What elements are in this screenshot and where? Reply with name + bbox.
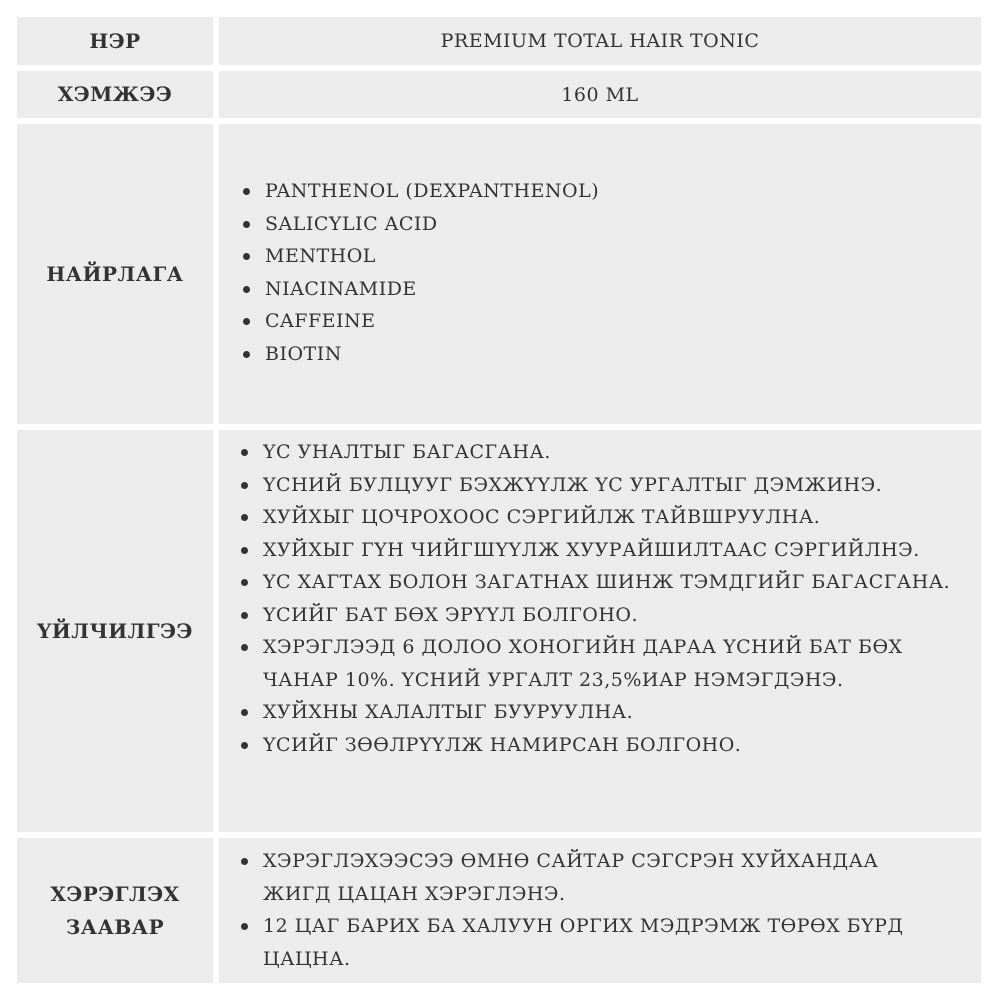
ingredients-label-cell (17, 124, 213, 424)
name-label-cell (17, 17, 213, 65)
usage-value-cell (219, 838, 981, 983)
list-item: MENTHOL (241, 240, 961, 273)
list-item: ХУЙХНЫ ХАЛАЛТЫГ БУУРУУЛНА. (239, 696, 974, 729)
size-value-cell (219, 71, 981, 118)
list-item: ХУЙХЫГ ЦОЧРОХООС СЭРГИЙЛЖ ТАЙВШРУУЛНА. (239, 501, 974, 534)
usage-label-cell (17, 838, 213, 983)
size-label: ХЭМЖЭЭ (57, 82, 173, 106)
ingredients-list (241, 175, 961, 370)
name-label: НЭР (89, 28, 141, 53)
list-item: ХУЙХЫГ ГҮН ЧИЙГШҮҮЛЖ ХУУРАЙШИЛТААС СЭРГИЙЛНЭ. (239, 534, 974, 567)
list-item: ҮСИЙГ БАТ БӨХ ЭРҮҮЛ БОЛГОНО. (239, 599, 974, 632)
ingredients-label: НАЙРЛАГА (46, 261, 184, 286)
list-item: ХЭРЭГЛЭЭД 6 ДОЛОО ХОНОГИЙН ДАРАА ҮСНИЙ БАТ БӨХ ЧАНАР 10%. ҮСНИЙ УРГАЛТ 23,5%ИАР НЭМЭГДЭНЭ. (239, 631, 974, 696)
product-name: PREMIUM TOTAL HAIR TONIC (440, 30, 760, 52)
effects-value-cell (219, 430, 981, 832)
list-item: ҮСНИЙ БУЛЦУУГ БЭХЖҮҮЛЖ ҮС УРГАЛТЫГ ДЭМЖИНЭ. (239, 469, 974, 502)
list-item: CAFFEINE (241, 305, 961, 338)
usage-list (239, 845, 939, 975)
list-item: ҮСИЙГ ЗӨӨЛРҮҮЛЖ НАМИРСАН БОЛГОНО. (239, 729, 974, 762)
product-size: 160 ML (561, 83, 639, 106)
list-item: PANTHENOL (DEXPANTHENOL) (241, 175, 961, 208)
size-label-cell (17, 71, 213, 118)
list-item: ХЭРЭГЛЭХЭЭСЭЭ ӨМНӨ САЙТАР СЭГСРЭН ХУЙХАНДАА ЖИГД ЦАЦАН ХЭРЭГЛЭНЭ. (239, 845, 939, 910)
effects-list (239, 436, 974, 761)
effects-label: ҮЙЛЧИЛГЭЭ (37, 618, 193, 643)
usage-label: ХЭРЭГЛЭХ ЗААВАР (50, 881, 180, 939)
list-item: NIACINAMIDE (241, 273, 961, 306)
effects-label-cell (17, 430, 213, 832)
list-item: ҮС УНАЛТЫГ БАГАСГАНА. (239, 436, 974, 469)
list-item: 12 ЦАГ БАРИХ БА ХАЛУУН ОРГИХ МЭДРЭМЖ ТӨРӨХ БҮРД ЦАЦНА. (239, 910, 939, 975)
list-item: BIOTIN (241, 338, 961, 371)
name-value-cell (219, 17, 981, 65)
ingredients-value-cell (219, 124, 981, 424)
list-item: SALICYLIC ACID (241, 208, 961, 241)
list-item: ҮС ХАГТАХ БОЛОН ЗАГАТНАХ ШИНЖ ТЭМДГИЙГ БАГАСГАНА. (239, 566, 974, 599)
